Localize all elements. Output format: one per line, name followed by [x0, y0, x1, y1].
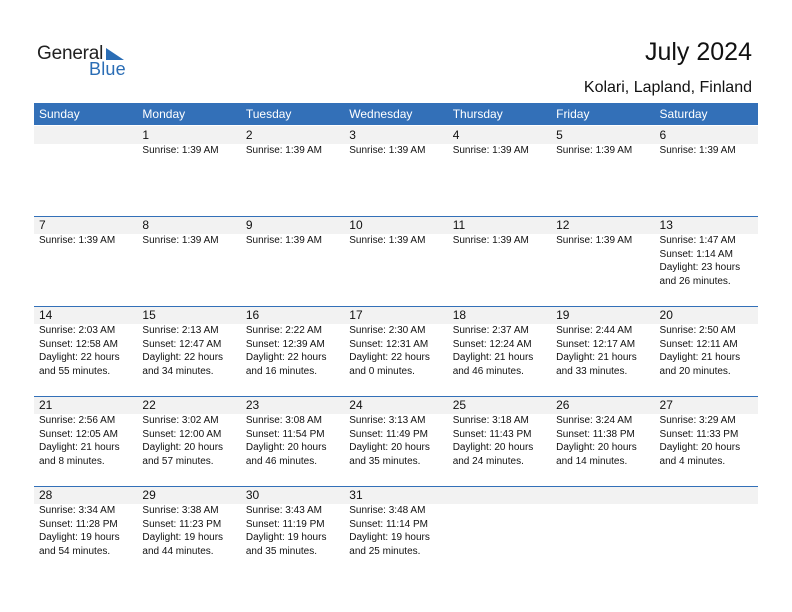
day-cell — [448, 216, 551, 306]
day-number: 5 — [556, 128, 563, 142]
day-cell — [137, 126, 240, 216]
day-number: 9 — [245, 218, 253, 232]
day-number: 24 — [349, 398, 363, 412]
weekday-sunday: Sunday — [39, 107, 80, 121]
sun-info-line: and 14 minutes. — [556, 455, 628, 467]
day-number: 2 — [245, 128, 253, 142]
day-cell — [344, 486, 447, 576]
sun-info-line: Sunset: 11:23 PM — [142, 518, 222, 530]
sun-info-line: and 46 minutes. — [452, 365, 524, 377]
sun-info-line: and 35 minutes. — [245, 545, 318, 557]
sun-info-line: Sunset: 11:33 PM — [659, 428, 739, 440]
day-cell — [34, 486, 137, 576]
logo-text-general: General — [37, 43, 104, 64]
sun-info-line: Sunrise: 2:44 AM — [556, 325, 633, 336]
sun-info-line: and 54 minutes. — [39, 545, 111, 557]
weekday-tuesday: Tuesday — [245, 107, 292, 121]
sun-info-line: and 34 minutes. — [142, 365, 214, 377]
sun-info-line: Sunset: 11:54 PM — [245, 428, 325, 440]
sun-info-line: Sunset: 11:14 PM — [349, 518, 429, 530]
day-number — [556, 486, 654, 504]
day-cell — [448, 396, 551, 486]
sun-info-line: Sunrise: 2:03 AM — [39, 325, 116, 336]
sun-info-line: Sunset: 11:49 PM — [349, 428, 429, 440]
sun-info-line: Sunrise: 2:56 AM — [39, 415, 116, 426]
sun-info-line: Sunset: 12:31 AM — [349, 338, 429, 350]
day-number: 4 — [452, 128, 460, 142]
day-number: 28 — [39, 488, 53, 502]
day-cell — [655, 486, 758, 576]
sun-info-line: and 24 minutes. — [452, 455, 524, 467]
sun-info-line: Sunrise: 1:39 AM — [245, 145, 322, 156]
sun-info-line: Daylight: 22 hours — [142, 352, 224, 364]
day-number: 16 — [245, 308, 260, 322]
week-row — [34, 486, 758, 576]
day-cell — [551, 486, 654, 576]
sun-info-line: Daylight: 20 hours — [142, 442, 224, 454]
sun-info-line: Daylight: 21 hours — [659, 352, 741, 364]
day-number: 22 — [142, 398, 156, 412]
weekday-saturday: Saturday — [659, 107, 708, 121]
day-cell — [551, 216, 654, 306]
day-number: 19 — [556, 308, 570, 322]
day-cell — [655, 396, 758, 486]
day-cell — [448, 126, 551, 216]
day-number — [39, 126, 137, 144]
sun-info-line: and 20 minutes. — [659, 365, 731, 377]
sun-info-line: Sunset: 12:47 AM — [142, 338, 222, 350]
sun-info-line: and 35 minutes. — [349, 455, 421, 467]
day-cell — [137, 216, 240, 306]
day-cell — [34, 216, 137, 306]
sun-info-line: Sunrise: 3:08 AM — [245, 415, 322, 426]
sun-info-line: Sunrise: 3:29 AM — [659, 415, 736, 426]
day-cell — [448, 486, 551, 576]
sun-info-line: and 0 minutes. — [349, 365, 415, 377]
sun-info-line: Daylight: 20 hours — [556, 442, 637, 454]
sun-info-line: Sunrise: 3:13 AM — [349, 415, 426, 426]
sun-info-line: Sunrise: 2:22 AM — [245, 325, 322, 336]
day-number: 8 — [142, 218, 150, 232]
weekday-header — [34, 103, 758, 125]
week-row — [34, 126, 758, 216]
sun-info-line: Daylight: 19 hours — [39, 532, 120, 544]
day-number: 30 — [245, 488, 260, 502]
day-number: 3 — [349, 128, 356, 142]
day-cell — [551, 126, 654, 216]
sun-info-line: Sunset: 12:17 AM — [556, 338, 636, 350]
sun-info-line: Sunset: 11:43 PM — [452, 428, 532, 440]
sun-info-line: Daylight: 22 hours — [349, 352, 430, 364]
sun-info-line: Sunrise: 1:39 AM — [39, 235, 116, 246]
sun-info-line: Sunrise: 3:48 AM — [349, 505, 426, 516]
sun-info-line: Sunset: 12:11 AM — [659, 338, 738, 350]
day-cell — [344, 396, 447, 486]
day-cell — [34, 396, 137, 486]
sun-info-line: Daylight: 22 hours — [245, 352, 327, 364]
day-number: 12 — [556, 218, 570, 232]
sun-info-line: and 55 minutes. — [39, 365, 111, 377]
sun-info-line: Sunrise: 1:39 AM — [452, 235, 529, 246]
weekday-wednesday: Wednesday — [349, 107, 413, 121]
day-number: 21 — [39, 398, 53, 412]
day-cell — [241, 306, 344, 396]
sun-info-line: Sunrise: 2:50 AM — [659, 325, 736, 336]
sun-info-line: Sunset: 1:14 AM — [659, 248, 733, 260]
day-cell — [551, 306, 654, 396]
day-number: 7 — [39, 218, 46, 232]
day-cell — [137, 486, 240, 576]
sun-info-line: Daylight: 19 hours — [245, 532, 327, 544]
sun-info-line: Daylight: 20 hours — [245, 442, 327, 454]
day-cell — [448, 306, 551, 396]
sun-info-line: and 33 minutes. — [556, 365, 628, 377]
sun-info-line: Sunset: 12:58 AM — [39, 338, 118, 350]
day-number: 1 — [142, 128, 150, 142]
day-number: 18 — [452, 308, 467, 322]
sun-info-line: Sunset: 11:19 PM — [245, 518, 325, 530]
day-cell — [655, 126, 758, 216]
sun-info-line: Daylight: 19 hours — [349, 532, 430, 544]
week-row — [34, 306, 758, 396]
sun-info-line: Daylight: 21 hours — [556, 352, 637, 364]
sun-info-line: Sunrise: 3:24 AM — [556, 415, 633, 426]
day-cell — [34, 306, 137, 396]
sun-info-line: Sunrise: 1:39 AM — [245, 235, 322, 246]
sun-info-line: Sunrise: 1:39 AM — [452, 145, 529, 156]
day-cell — [655, 216, 758, 306]
day-cell — [241, 126, 344, 216]
sun-info-line: Daylight: 21 hours — [452, 352, 534, 364]
day-number: 31 — [349, 488, 363, 502]
sun-info-line: Sunrise: 1:39 AM — [142, 235, 219, 246]
sun-info-line: Sunrise: 1:39 AM — [659, 145, 736, 156]
sun-info-line: Sunset: 11:28 PM — [39, 518, 118, 530]
day-cell — [344, 306, 447, 396]
day-cell — [344, 126, 447, 216]
sun-info-line: Sunrise: 1:39 AM — [556, 235, 633, 246]
sun-info-line: Sunset: 12:00 AM — [142, 428, 222, 440]
sun-info-line: Sunrise: 1:39 AM — [142, 145, 219, 156]
brand-logo — [37, 43, 147, 83]
day-number: 17 — [349, 308, 363, 322]
sun-info-line: Sunrise: 1:39 AM — [349, 145, 426, 156]
weekday-monday: Monday — [142, 107, 186, 121]
sun-info-line: Sunrise: 3:43 AM — [245, 505, 322, 516]
day-cell — [655, 306, 758, 396]
week-row — [34, 396, 758, 486]
day-cell — [551, 396, 654, 486]
day-number: 20 — [659, 308, 673, 322]
sun-info-line: and 44 minutes. — [142, 545, 214, 557]
day-number: 23 — [245, 398, 260, 412]
sun-info-line: Sunrise: 1:39 AM — [349, 235, 426, 246]
sun-info-line: Daylight: 20 hours — [659, 442, 741, 454]
logo-text-blue: Blue — [89, 59, 126, 79]
day-number: 27 — [659, 398, 673, 412]
sun-info-line: Sunrise: 2:30 AM — [349, 325, 426, 336]
sun-info-line: Sunset: 11:38 PM — [556, 428, 635, 440]
sun-info-line: Sunrise: 3:02 AM — [142, 415, 219, 426]
sun-info-line: and 57 minutes. — [142, 455, 214, 467]
weekday-thursday: Thursday — [452, 107, 503, 121]
day-number — [660, 486, 758, 504]
day-number: 26 — [556, 398, 570, 412]
sun-info-line: and 4 minutes. — [659, 455, 726, 467]
sun-info-line: Daylight: 20 hours — [452, 442, 534, 454]
sun-info-line: Daylight: 19 hours — [142, 532, 224, 544]
day-cell — [137, 396, 240, 486]
sun-info-line: Sunrise: 1:39 AM — [556, 145, 633, 156]
day-number: 6 — [659, 128, 667, 142]
sun-info-line: Sunrise: 2:13 AM — [142, 325, 219, 336]
day-number: 29 — [142, 488, 156, 502]
sun-info-line: Sunrise: 3:34 AM — [39, 505, 116, 516]
sun-info-line: Daylight: 23 hours — [659, 262, 741, 274]
day-number: 14 — [39, 308, 53, 322]
day-number — [453, 486, 551, 504]
sun-info-line: and 25 minutes. — [349, 545, 421, 557]
day-cell — [241, 396, 344, 486]
day-number: 10 — [349, 218, 363, 232]
day-number: 25 — [452, 398, 467, 412]
sun-info-line: Sunrise: 2:37 AM — [452, 325, 529, 336]
sun-info-line: and 8 minutes. — [39, 455, 105, 467]
location-subtitle: Kolari, Lapland, Finland — [583, 79, 752, 96]
day-cell — [344, 216, 447, 306]
day-cell — [34, 126, 137, 216]
sun-info-line: Sunrise: 3:18 AM — [452, 415, 529, 426]
sun-info-line: Daylight: 21 hours — [39, 442, 120, 454]
sun-info-line: Sunrise: 1:47 AM — [659, 235, 736, 246]
day-number: 13 — [659, 218, 673, 232]
sun-info-line: Sunset: 12:39 AM — [245, 338, 325, 350]
weekday-friday: Friday — [556, 107, 590, 121]
day-cell — [241, 216, 344, 306]
day-number: 11 — [452, 218, 466, 232]
sun-info-line: and 46 minutes. — [245, 455, 318, 467]
page-title: July 2024 — [644, 38, 752, 66]
sun-info-line: and 16 minutes. — [245, 365, 318, 377]
sun-info-line: Sunset: 12:05 AM — [39, 428, 118, 440]
sun-info-line: Daylight: 20 hours — [349, 442, 430, 454]
day-cell — [137, 306, 240, 396]
day-number: 15 — [142, 308, 156, 322]
sun-info-line: and 26 minutes. — [659, 275, 731, 287]
sun-info-line: Sunrise: 3:38 AM — [142, 505, 219, 516]
day-cell — [241, 486, 344, 576]
week-row — [34, 216, 758, 306]
sun-info-line: Daylight: 22 hours — [39, 352, 120, 364]
sun-info-line: Sunset: 12:24 AM — [452, 338, 532, 350]
